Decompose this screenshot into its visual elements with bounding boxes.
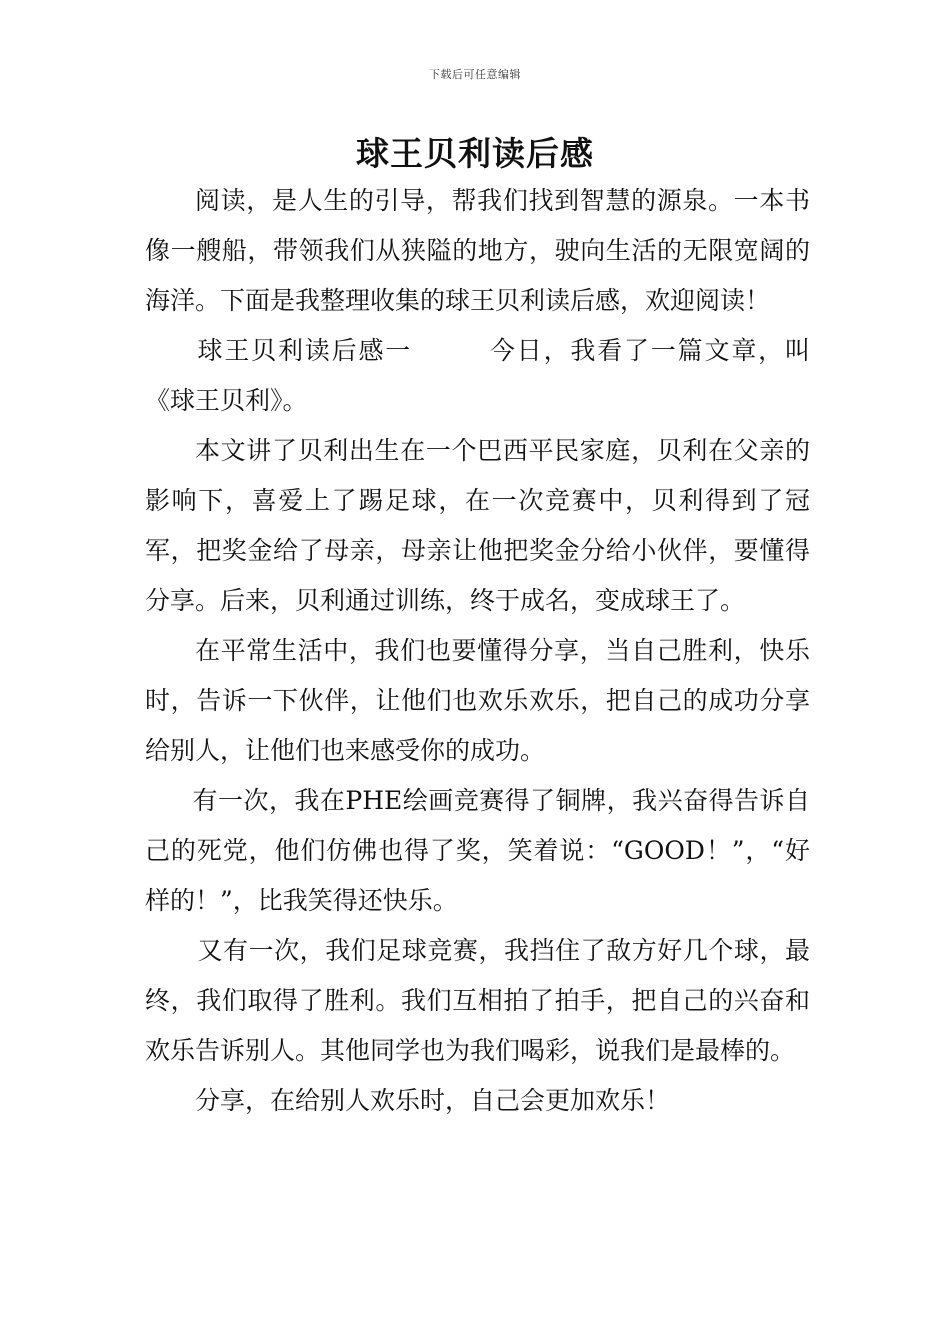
paragraph-conclusion: 分享，在给别人欢乐时，自己会更加欢乐！: [195, 1086, 671, 1115]
section-text: 今日，我看了一篇文章，叫《球王贝利》。: [145, 336, 810, 415]
paragraph-example-two: 又有一次，我们足球竞赛，我挡住了敌方好几个球，最终，我们取得了胜利。我们互相拍了拍手，把自己的兴奋和欢乐告诉别人。其他同学也为我们喝彩，说我们是最棒的。: [145, 936, 810, 1065]
document-body: [145, 176, 810, 1126]
paragraph-intro: 阅读，是人生的引导，帮我们找到智慧的源泉。一本书像一艘船，带领我们从狭隘的地方，驶向生活的无限宽阔的海洋。下面是我整理收集的球王贝利读后感，欢迎阅读！: [145, 186, 810, 315]
paragraph-summary: 本文讲了贝利出生在一个巴西平民家庭，贝利在父亲的影响下，喜爱上了踢足球，在一次竞赛中，贝利得到了冠军，把奖金给了母亲，母亲让他把奖金分给小伙伴，要懂得分享。后来，贝利通过训练，终于成名，变成球王了。: [145, 436, 810, 615]
paragraph-reflection: 在平常生活中，我们也要懂得分享，当自己胜利，快乐时，告诉一下伙伴，让他们也欢乐欢乐，把自己的成功分享给别人，让他们也来感受你的成功。: [145, 636, 810, 765]
paragraph-example-one: 有一次，我在PHE绘画竞赛得了铜牌，我兴奋得告诉自己的死党，他们仿佛也得了奖，笑着说：“GOOD！”，“好样的！”，比我笑得还快乐。: [145, 786, 810, 915]
document-title: 球王贝利读后感: [356, 134, 594, 173]
header-note: 下载后可任意编辑: [429, 68, 521, 81]
paragraph-section-start: [145, 326, 810, 426]
section-heading: 球王贝利读后感一: [197, 336, 413, 365]
